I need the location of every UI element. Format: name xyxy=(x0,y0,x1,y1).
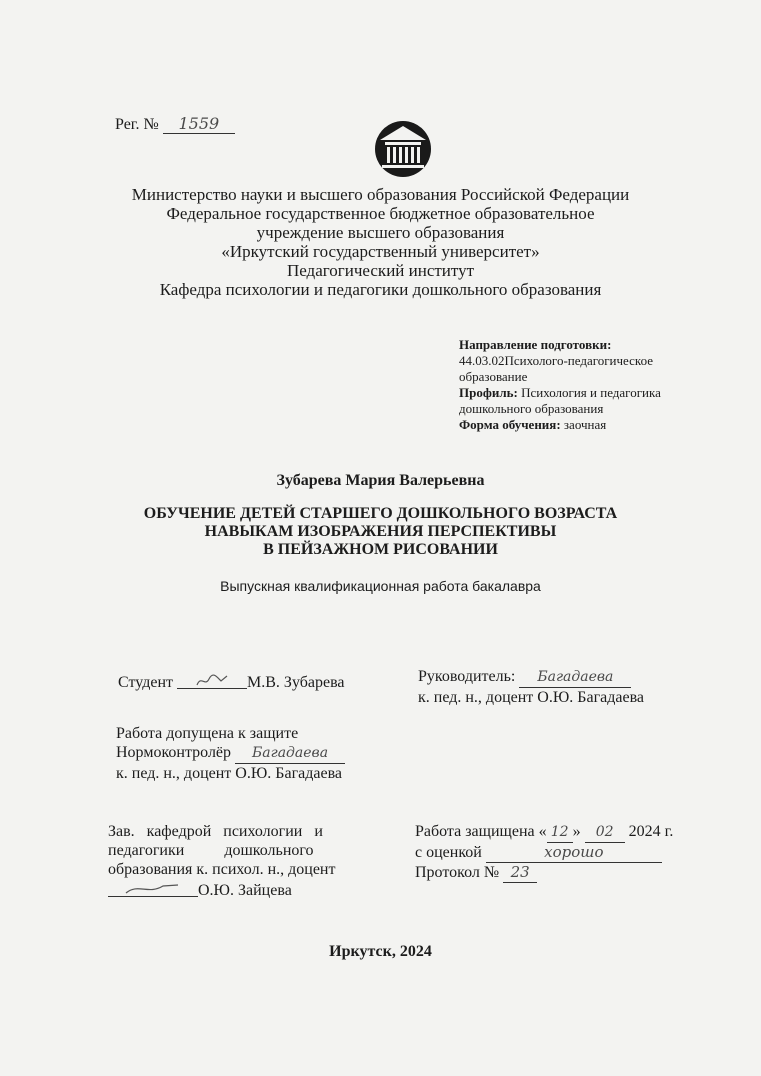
grade-label: с оценкой xyxy=(415,844,482,861)
controller-signature: Багадаева xyxy=(235,744,345,764)
reg-number: 1559 xyxy=(163,114,235,134)
defense-quote-close: » xyxy=(572,823,581,840)
work-type: Выпускная квалификационная работа бакалавра xyxy=(220,578,541,594)
title-line-1: ОБУЧЕНИЕ ДЕТЕЙ СТАРШЕГО ДОШКОЛЬНОГО ВОЗРАСТА xyxy=(143,505,618,522)
admission-block xyxy=(116,724,345,783)
supervisor-label: Руководитель: xyxy=(418,668,516,685)
protocol-number: 23 xyxy=(503,863,537,883)
thesis-title xyxy=(0,505,761,559)
supervisor-block xyxy=(418,667,644,707)
student-signature xyxy=(177,673,247,689)
head-name: О.Ю. Зайцева xyxy=(198,882,292,899)
author-name: Зубарева Мария Валерьевна xyxy=(276,472,485,489)
form-value: заочная xyxy=(563,417,607,432)
university-logo xyxy=(372,120,434,178)
reg-label: Рег. № xyxy=(115,116,159,133)
student-name: М.В. Зубарева xyxy=(247,674,345,691)
supervisor-signature: Багадаева xyxy=(519,668,631,688)
defense-block xyxy=(415,822,673,883)
org-line-university: «Иркутский государственный университет» xyxy=(221,242,540,261)
head-line-1: Зав. кафедрой психологии и xyxy=(108,823,323,840)
head-block xyxy=(108,822,348,900)
profile-value-2: дошкольного образования xyxy=(459,401,604,416)
supervisor-title: к. пед. н., доцент О.Ю. Багадаева xyxy=(418,689,645,706)
defense-label: Работа защищена « xyxy=(415,823,547,840)
direction-value-2: образование xyxy=(459,369,528,384)
head-line-3: образования к. психол. н., доцент xyxy=(108,861,336,878)
grade-value: хорошо xyxy=(486,843,662,863)
org-line-institution: учреждение высшего образования xyxy=(256,223,505,242)
student-label: Студент xyxy=(118,674,174,691)
protocol-label: Протокол № xyxy=(415,864,500,881)
profile-value-1: Психология и педагогика xyxy=(521,385,661,400)
org-line-institute: Педагогический институт xyxy=(286,261,475,280)
org-line-department: Кафедра психологии и педагогики дошкольного образования xyxy=(159,280,602,299)
defense-day: 12 xyxy=(547,823,573,843)
profile-label: Профиль: xyxy=(459,385,518,400)
student-line xyxy=(118,671,345,692)
admission-text: Работа допущена к защите xyxy=(116,725,299,742)
title-line-2: НАВЫКАМ ИЗОБРАЖЕНИЯ ПЕРСПЕКТИВЫ xyxy=(204,523,557,540)
defense-year: 2024 г. xyxy=(628,823,674,840)
program-info xyxy=(459,337,661,433)
org-line-federal: Федеральное государственное бюджетное образовательное xyxy=(166,204,595,223)
reg-line xyxy=(115,114,235,134)
controller-label: Нормоконтролёр xyxy=(116,744,232,761)
direction-value-1: 44.03.02Психолого-педагогическое xyxy=(459,353,653,368)
org-line-ministry: Министерство науки и высшего образования Российской Федерации xyxy=(131,185,630,204)
form-label: Форма обучения: xyxy=(459,417,561,432)
head-line-2: педагогики дошкольного xyxy=(108,842,314,859)
head-signature xyxy=(108,881,198,897)
direction-label: Направление подготовки: xyxy=(459,337,612,352)
title-line-3: В ПЕЙЗАЖНОМ РИСОВАНИИ xyxy=(263,541,498,558)
city-year: Иркутск, 2024 xyxy=(329,943,432,960)
defense-month: 02 xyxy=(585,823,625,843)
organization-block xyxy=(0,185,761,299)
controller-title: к. пед. н., доцент О.Ю. Багадаева xyxy=(116,765,343,782)
